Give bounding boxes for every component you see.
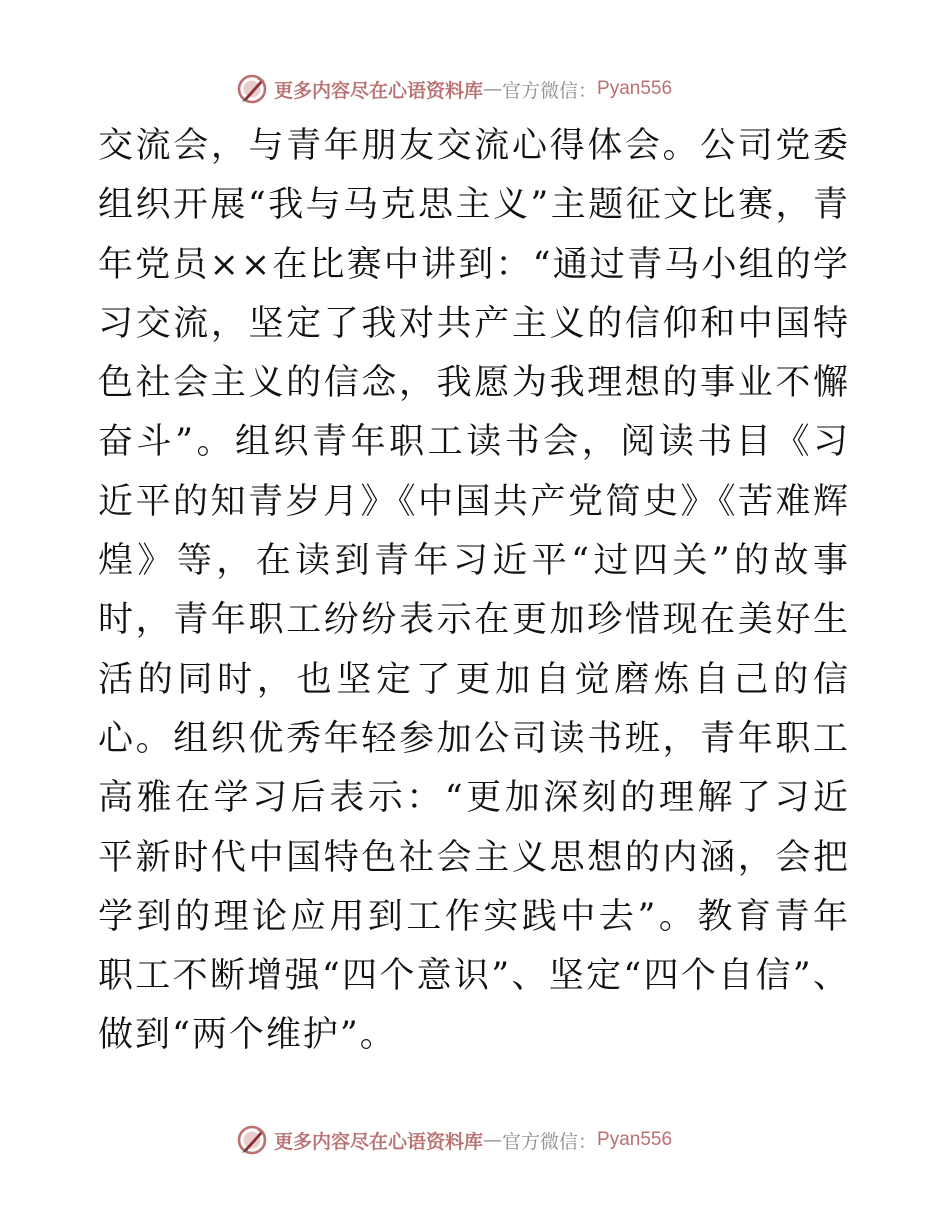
quill-pen-logo-icon bbox=[236, 73, 268, 105]
header-watermark bbox=[236, 72, 672, 106]
watermark-contact-id: Pyan556 bbox=[597, 78, 673, 99]
quill-pen-logo-icon bbox=[236, 1124, 268, 1156]
watermark-contact-id: Pyan556 bbox=[597, 1129, 673, 1150]
watermark-dash: — bbox=[483, 78, 503, 100]
footer-watermark bbox=[236, 1123, 672, 1157]
watermark-brand-text: 更多内容尽在心语资料库 bbox=[274, 1130, 484, 1153]
body-paragraph: 交流会，与青年朋友交流心得体会。公司党委组织开展“我与马克思主义”主题征文比赛，青年党员××在比赛中讲到：“通过青马小组的学习交流，坚定了我对共产主义的信仰和中国特色社会主义的信念，我愿为我理想的事业不懈奋斗”。组织青年职工读书会，阅读书目《习近平的知青岁月》《中国共产党简史》《苦难辉煌》等，在读到青年习近平“过四关”的故事时，青年职工纷纷表示在更加珍惜现在美好生活的同时，也坚定了更加自觉磨炼自己的信心。组织优秀年轻参加公司读书班，青年职工高雅在学习后表示：“更加深刻的理解了习近平新时代中国特色社会主义思想的内涵，会把学到的理论应用到工作实践中去”。教育青年职工不断增强“四个意识”、坚定“四个自信”、做到“两个维护”。 bbox=[98, 126, 850, 1056]
watermark-contact-label: 官方微信： bbox=[502, 1130, 598, 1153]
watermark-brand-text: 更多内容尽在心语资料库 bbox=[274, 79, 484, 102]
watermark-contact-label: 官方微信： bbox=[502, 79, 598, 102]
watermark-dash: — bbox=[483, 1129, 503, 1151]
